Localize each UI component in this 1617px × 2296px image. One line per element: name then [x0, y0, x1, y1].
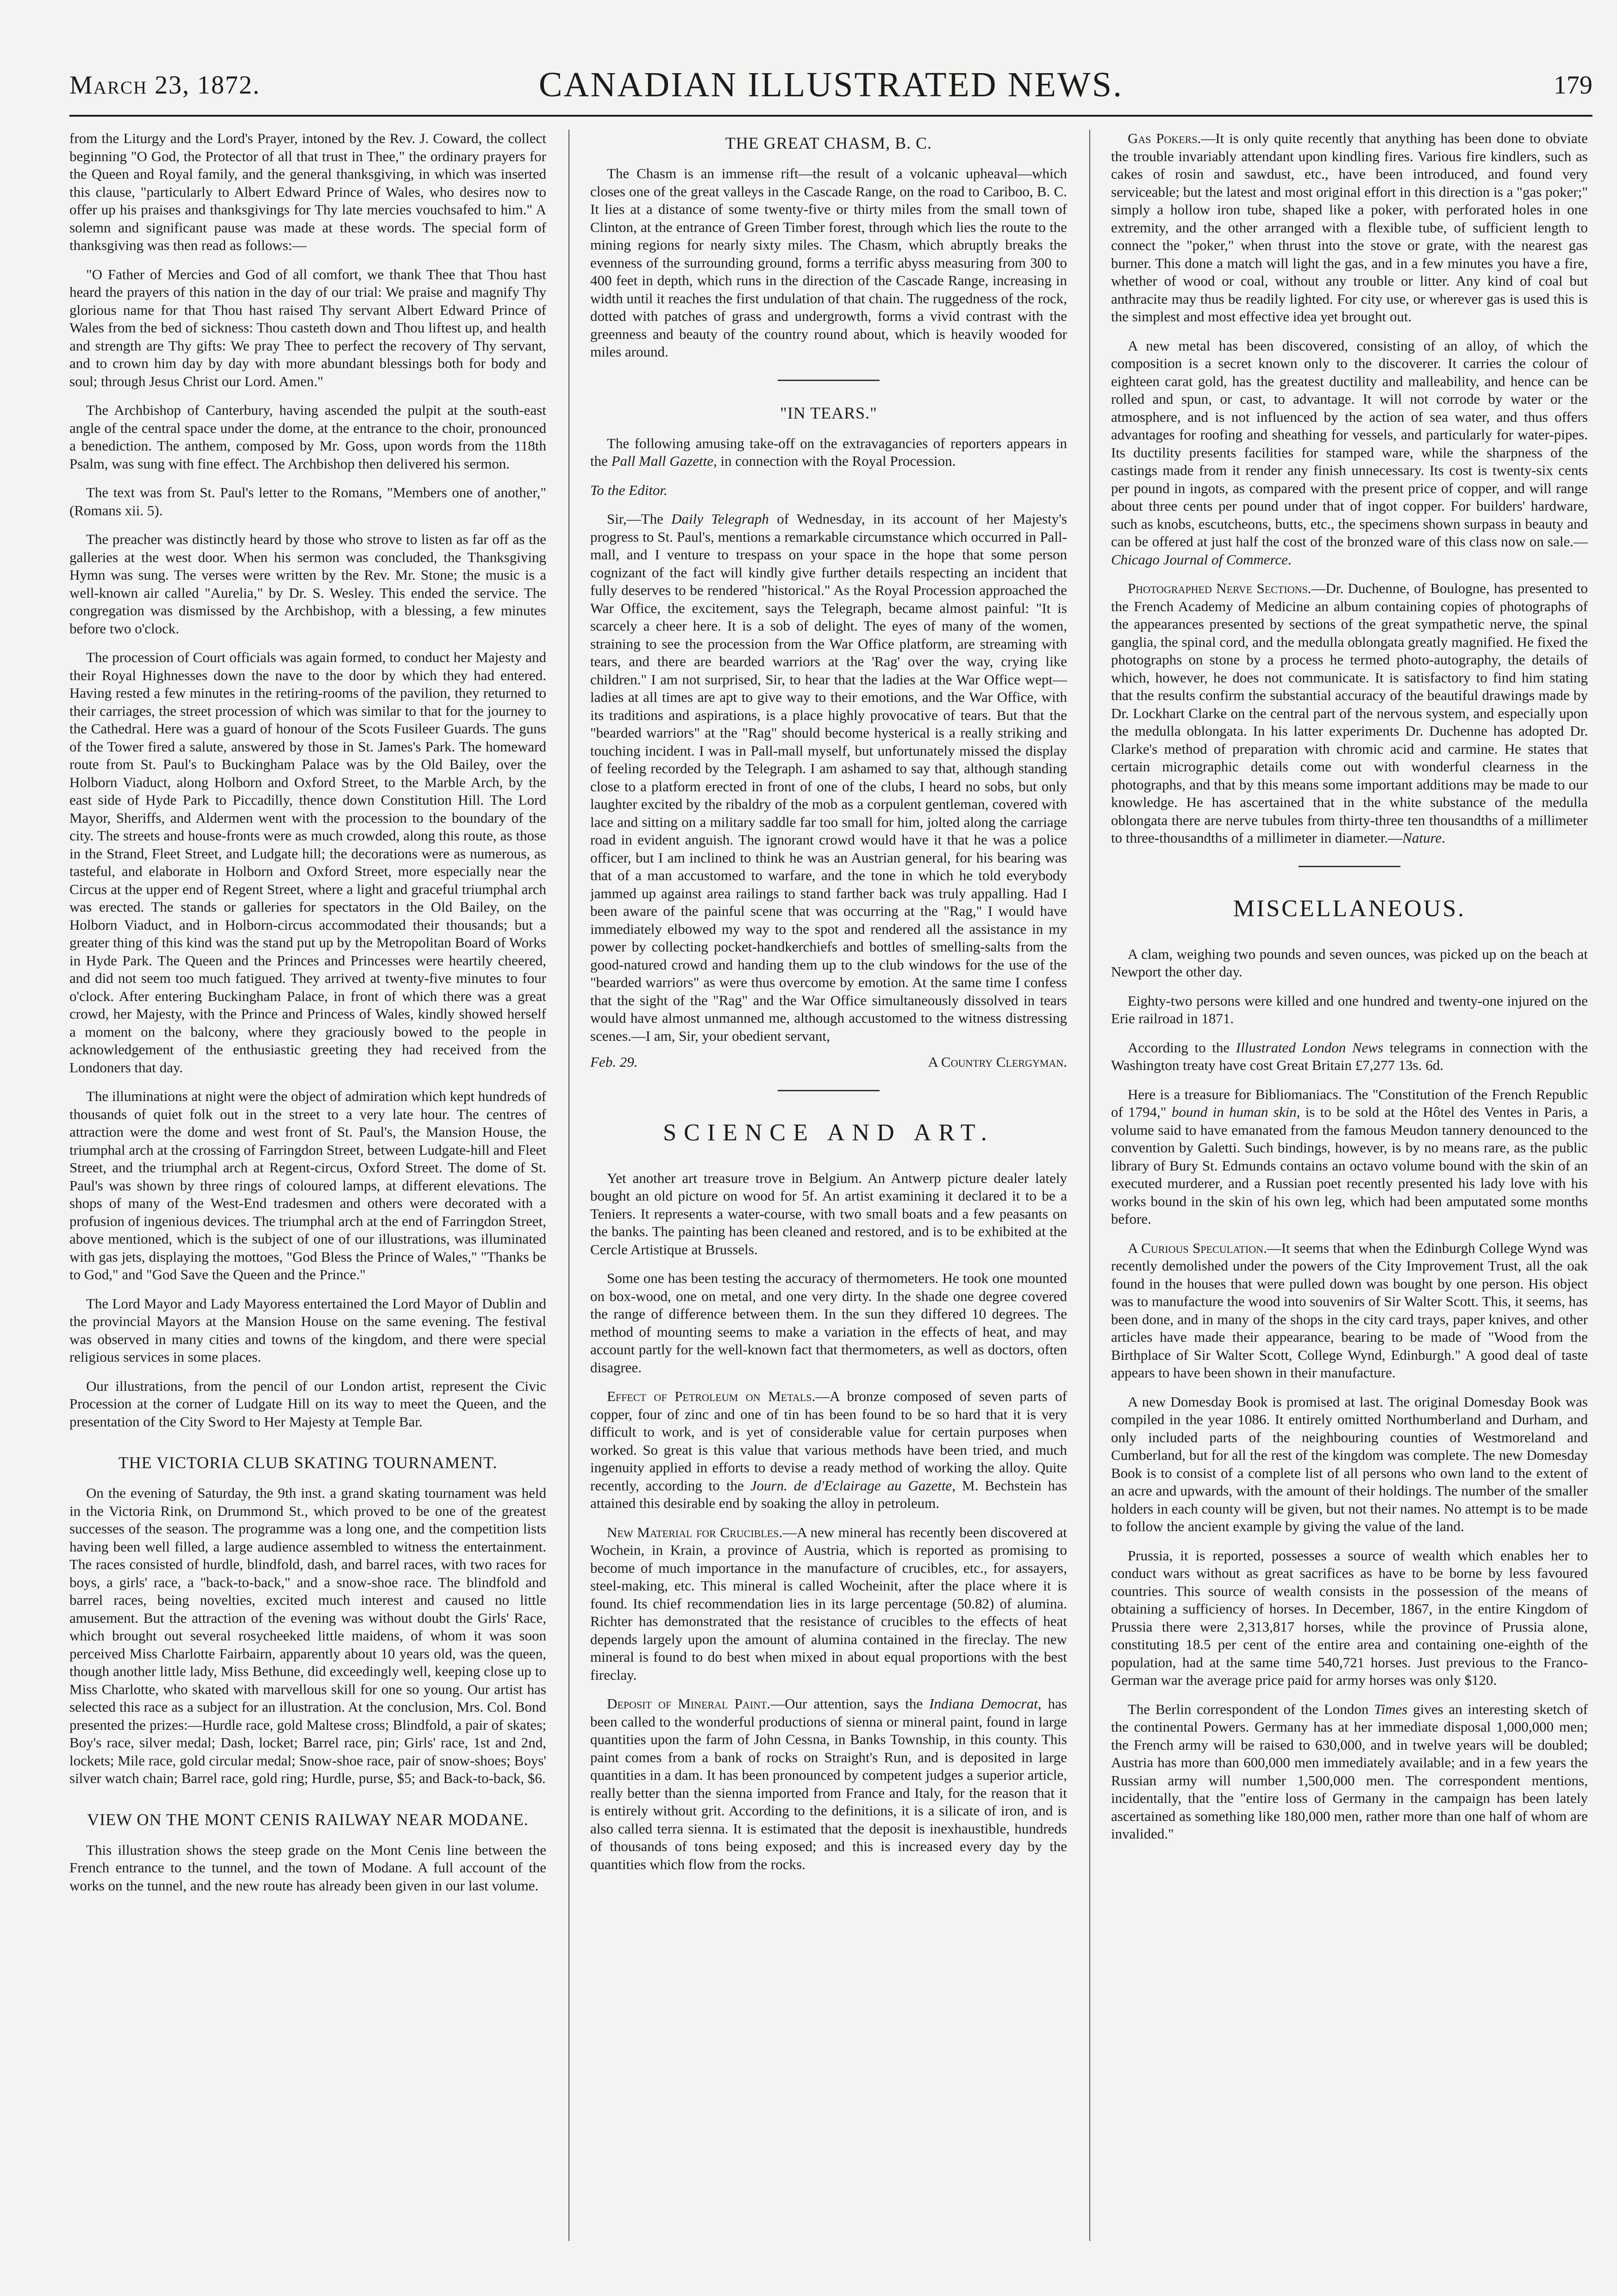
- article-paragraph: Eighty-two persons were killed and one hundred and twenty-one injured on the Erie railroad in 1871.: [1111, 992, 1588, 1026]
- headline-miscellaneous: MISCELLANEOUS.: [1233, 895, 1466, 922]
- article-paragraph: Prussia, it is reported, possesses a source of wealth which enables her to conduct wars without as great sacrifices as have to be borne by less favoured countries. This source of wealth consists in the possession of the means of obtaining a sufficiency of horses. In December, 1867, in the entire Kingdom of Prussia there were 2,313,817 horses, while the province of Prussia alone, constituting 18.5 per cent of the entire area and containing one-eighth of the population, had at the same time 540,721 horses. Just previous to the Franco-German war the average price paid for army horses was only $120.: [1111, 1547, 1588, 1688]
- column-1: [69, 130, 546, 2250]
- column-2: [590, 130, 1067, 2250]
- masthead: [69, 60, 1592, 111]
- article-paragraph: The following amusing take-off on the extravagancies of reporters appears in the Pall Mall Gazette, in connection with the Royal Procession.: [590, 435, 1067, 469]
- article-paragraph: The Archbishop of Canterbury, having ascended the pulpit at the south-east angle of the central space under the dome, at the entrance to the choir, pronounced a benediction. The anthem, composed by Mr. Goss, upon words from the 118th Psalm, was sung with fine effect. The Archbishop then delivered his sermon.: [69, 402, 546, 472]
- article-paragraph: The Chasm is an immense rift—the result of a volcanic upheaval—which closes one of the great valleys in the Cascade Range, on the road to Cariboo, B. C. It lies at a distance of some twenty-five or thirty miles from the small town of Clinton, at the entrance of Green Timber forest, through which lies the route to the mining regions for nearly sixty miles. The Chasm, which abruptly breaks the evenness of the surrounding ground, forms a terrific abyss measuring from 300 to 400 feet in depth, which runs in the direction of the Cascade Range, increasing in width until it reaches the first undulation of that chain. The ruggedness of the rock, dotted with patches of grass and undergrowth, forms a vivid contrast with the greenness and beauty of the country round about, which is heavily wooded for miles around.: [590, 165, 1067, 360]
- headline-chasm: THE GREAT CHASM, B. C.: [725, 134, 932, 152]
- newspaper-title: CANADIAN ILLUSTRATED NEWS.: [538, 65, 1124, 104]
- article-paragraph: Here is a treasure for Bibliomaniacs. The "Constitution of the French Republic of 1794," bound in human skin, is to be sold at the Hôtel des Ventes in Paris, a volume said to have emanated from the famous Meudon tannery denounced to the convention by Galetti. Such bindings, however, is by no means rare, as the public library of Bury St. Edmunds contains an octavo volume bound with the skin of an executed murderer, and a Russian poet recently presented his lady love with his works bound in the skin of his own leg, which had been amputated some months before.: [1111, 1086, 1588, 1227]
- section-rule: [1299, 866, 1400, 867]
- article-paragraph: On the evening of Saturday, the 9th inst. a grand skating tournament was held in the Victoria Rink, on Drummond St., which proved to be one of the greatest successes of the season. The programme was a long one, and the competition lists having been well filled, a large audience assembled to witness the entertainment. The races consisted of hurdle, blindfold, dash, and barrel races, with two races for boys, a girls' race, a "back-to-back," and a snow-shoe race. The blindfold and barrel races, being novelties, excited much interest and caused no little amusement. But the attraction of the evening was without doubt the Girls' Race, which brought out several rosycheeked little maidens, of whom it was soon perceived Miss Charlotte Fairbairn, apparently about 10 years old, was the queen, though another little lady, Miss Bethune, did exceedingly well, keeping close up to Miss Charlotte, who skated with marvellous skill for one so young. Our artist has selected this race as a subject for an illustration. At the conclusion, Mrs. Col. Bond presented the prizes:—Hurdle race, gold Maltese cross; Blindfold, a pair of skates; Boy's race, silver medal; Dash, locket; Barrel race, pin; Girls' race, 1st and 2nd, lockets; Mile race, gold circular medal; Snow-shoe race, pair of snow-shoes; Boys' silver watch chain; Barrel race, gold ring; Hurdle, purse, $5; and Back-to-back, $6.: [69, 1485, 546, 1786]
- letter-signature: Feb. 29. A Country Clergyman.: [590, 1054, 1067, 1070]
- article-paragraph: A new metal has been discovered, consisting of an alloy, of which the composition is a secret known only to the discoverer. It carries the colour of eighteen carat gold, has the greatest ductility and malleability, and hence can be rolled and spun, or cast, to advantage. It will not corrode by water or the atmosphere, and is not influenced by the action of sea water, and thus offers advantages for roofing and sheathing for vessels, and particularly for water-pipes. Its ductility presents facilities for stamped ware, while the sharpness of the castings made from it render any finish unnecessary. Its cost is twenty-six cents per pound in ingots, as compared with the present price of copper, and will range about three cents per pound under that of ingot copper. For builders' hardware, such as knobs, escutcheons, butts, etc., the specimens shown surpass in beauty and can be offered at just half the cost of the bronzed ware of this class now on sale.—Chicago Journal of Commerce.: [1111, 337, 1588, 568]
- headline-science-and-art: SCIENCE AND ART.: [663, 1119, 994, 1146]
- article-paragraph: Gas Pokers.—It is only quite recently that anything has been done to obviate the trouble invariably attendant upon kindling fires. Various fire kindlers, such as cakes of rosin and sawdust, etc., have been introduced, and found very serviceable; but the latest and most original effort in this direction is a "gas poker;" simply a hollow iron tube, shaped like a poker, with perforated holes in one extremity, and the other arranged with a flexible tube, of sufficient length to connect the "poker," when thrust into the stove or grate, with the nearest gas burner. This done a match will light the gas, and in a few minutes you have a fire, whether of wood or coal, without any trouble or litter. Any kind of coal but anthracite may thus be readily lighted. For city use, or wherever gas is used this is the simplest and most effective idea yet brought out.: [1111, 130, 1588, 325]
- column-3: [1111, 130, 1588, 2250]
- article-paragraph: This illustration shows the steep grade on the Mont Cenis line between the French entrance to the tunnel, and the town of Modane. A full account of the works on the tunnel, and the new route has already been given in our last volume.: [69, 1841, 546, 1894]
- article-paragraph: A new Domesday Book is promised at last. The original Domesday Book was compiled in the year 1086. It entirely omitted Northumberland and Durham, and only included parts of the neighbouring counties of Westmoreland and Cumberland, but for all the rest of the kingdom was complete. The new Domesday Book is to consist of a complete list of all persons who own land to the extent of an acre and upwards, with the amount of their holdings. The number of the smaller holders in each county will be given, but not their names. No attempt is to be made to follow the ancient example by giving the value of the land.: [1111, 1393, 1588, 1534]
- article-paragraph: New Material for Crucibles.—A new mineral has recently been discovered at Wochein, in Krain, a province of Austria, which is reported as promising to become of much importance in the manufacture of crucibles, etc., for assayers, steel-making, etc. This mineral is called Wocheinit, after the place where it is found. Its chief recommendation lies in its large percentage (50.82) of alumina. Richter has demonstrated that the resistance of crucibles to the effects of heat depends largely upon the amount of alumina contained in the fireclay. The new mineral is found to do best when mixed in about equal proportions with the best fireclay.: [590, 1524, 1067, 1683]
- article-paragraph: The text was from St. Paul's letter to the Romans, "Members one of another," (Romans xii. 5).: [69, 484, 546, 519]
- section-rule: [778, 380, 880, 381]
- column-rule: [568, 130, 569, 2241]
- article-paragraph: The Berlin correspondent of the London Times gives an interesting sketch of the continental Powers. Germany has at her immediate disposal 1,000,000 men; the French army will be raised to 630,000, and in twelve years will be doubled; Austria has more than 600,000 men immediately available; and in a few years the Russian army will number 1,500,000 men. The correspondent mentions, incidentally, that the "entire loss of Germany in the campaign has been lately ascertained as something like 180,000 men, rather more than one half of whom are invalided.": [1111, 1701, 1588, 1842]
- article-paragraph: A clam, weighing two pounds and seven ounces, was picked up on the beach at Newport the other day.: [1111, 945, 1588, 980]
- headline-skating: THE VICTORIA CLUB SKATING TOURNAMENT.: [118, 1453, 498, 1472]
- article-paragraph: Effect of Petroleum on Metals.—A bronze composed of seven parts of copper, four of zinc and one of tin has been found to be so hard that it is very difficult to work, and is yet of considerable value for certain purposes when worked. So great is this value that various methods have been tried, and much ingenuity applied in efforts to devise a ready method of working the alloy. Quite recently, according to the Journ. de d'Eclairage au Gazette, M. Bechstein has attained this desirable end by soaking the alloy in petroleum.: [590, 1388, 1067, 1511]
- article-paragraph: Deposit of Mineral Paint.—Our attention, says the Indiana Democrat, has been called to the wonderful productions of sienna or mineral paint, found in large quantities upon the farm of John Cessna, in Banks Township, in this county. This paint comes from a bank of rocks on Straight's Run, and is deposited in large quantities in a dam. It has been pronounced by competent judges a superior article, really better than the sienna imported from France and Italy, for the reason that it is entirely without grit. According to the definitions, it is a silicate of iron, and is also called terra sienna. It is estimated that the deposit is inexhaustible, hundreds of thousands of tons being exposed; and this is increased every day by the quantities which flow from the rocks.: [590, 1695, 1067, 1872]
- article-paragraph: The illuminations at night were the object of admiration which kept hundreds of thousands of quiet folk out in the street to a very late hour. The centres of attraction were the dome and west front of St. Paul's, the Mansion House, the triumphal arch at the crossing of Farringdon Street, between Ludgate-hill and Fleet Street, and the triumphal arch at Regent-circus, Oxford Street. The dome of St. Paul's was shown by three rings of coloured lamps, at different elevations. The shops of many of the West-End tradesmen and others were decorated with a profusion of ingenious devices. The triumphal arch at the end of Farringdon Street, above mentioned, which is the subject of one of our illustrations, was illuminated with gas jets, displaying the mottoes, "God Bless the Prince of Wales," "Thanks be to God," and "God Save the Queen and the Prince.": [69, 1088, 546, 1283]
- article-paragraph: A Curious Speculation.—It seems that when the Edinburgh College Wynd was recently demolished under the powers of the City Improvement Trust, all the oak found in the houses that were pulled down was bought by one person. His object was to manufacture the wood into souvenirs of Sir Walter Scott. This, it seems, has been done, and in many of the shops in the city card trays, paper knives, and other articles have made their appearance, bearing to be made of "Wood from the Birthplace of Sir Walter Scott, College Wynd, Edinburgh." A good deal of taste appears to have been shown in their manufacture.: [1111, 1239, 1588, 1381]
- section-rule: [778, 1090, 880, 1091]
- article-paragraph: The procession of Court officials was again formed, to conduct her Majesty and their Royal Highnesses down the nave to the door by which they had entered. Having rested a few minutes in the retiring-rooms of the pavilion, they returned to their carriages, the street procession of which was similar to that for the journey to the Cathedral. Here was a guard of honour of the Scots Fusileer Guards. The guns of the Tower fired a salute, answered by those in St. James's Park. The homeward route from St. Paul's to Buckingham Palace was by the Old Bailey, over the Holborn Viaduct, along Holborn and Oxford Street, to the Marble Arch, by the east side of Hyde Park to Piccadilly, thence down Constitution Hill. The Lord Mayor, Sheriffs, and Aldermen went with the procession to the boundary of the city. The streets and house-fronts were as much crowded, along this route, as those in the Strand, Fleet Street, and Ludgate hill; the decorations were as numerous, as tasteful, and elaborate in Holborn and Oxford Street, more especially near the Circus at the upper end of Regent Street, where a light and graceful triumphal arch was erected. The stands or galleries for spectators in the Old Bailey, on the Holborn Viaduct, and in Holborn-circus accommodated their thousands; but a greater thing of this kind was the stand put up by the Metropolitan Board of Works in Hyde Park. The Queen and the Princes and Princesses were heartily cheered, and did not seem too much fatigued. They arrived at twenty-five minutes to four o'clock. After entering Buckingham Palace, in front of which there was a great crowd, her Majesty, with the Prince and Princess of Wales, kindly showed herself a moment on the balcony, where they graciously bowed to the people in acknowledgement of the enthusiastic greeting they had received from the Londoners that day.: [69, 649, 546, 1076]
- article-paragraph: Our illustrations, from the pencil of our London artist, represent the Civic Procession at the corner of Ludgate Hill on its way to meet the Queen, and the presentation of the City Sword to Her Majesty at Temple Bar.: [69, 1377, 546, 1430]
- article-paragraph: "O Father of Mercies and God of all comfort, we thank Thee that Thou hast heard the prayers of this nation in the day of our trial: We praise and magnify Thy glorious name for that Thou hast raised Thy servant Albert Edward Prince of Wales from the bed of sickness: Thou casteth down and Thou liftest up, and health and strength are Thy gifts: We pray Thee to perfect the recovery of Thy servant, and to crown him day by day with more abundant blessings both for body and soul; through Jesus Christ our Lord. Amen.": [69, 266, 546, 389]
- letter-salutation: To the Editor.: [590, 482, 668, 498]
- masthead-rule: [69, 115, 1592, 117]
- column-rule: [1089, 130, 1090, 2241]
- page-number: 179: [1554, 71, 1592, 100]
- headline-railway: VIEW ON THE MONT CENIS RAILWAY NEAR MODANE.: [87, 1810, 529, 1829]
- headline-tears: "IN TEARS.": [780, 403, 877, 422]
- newspaper-page: [69, 60, 1592, 2264]
- article-paragraph: The preacher was distinctly heard by those who strove to listen as far off as the galleries at the west door. When his sermon was concluded, the Thanksgiving Hymn was sung. The verses were written by the Rev. Mr. Stone; the music is a well-known air called "Aurelia," by Dr. S. Wesley. This ended the service. The congregation was dismissed by the Archbishop, with a blessing, a few minutes before two o'clock.: [69, 531, 546, 637]
- issue-date: March 23, 1872.: [69, 71, 261, 100]
- article-paragraph: Yet another art treasure trove in Belgium. An Antwerp picture dealer lately bought an old picture on wood for 5f. An artist examining it declared it to be a Teniers. It represents a water-course, with two small boats and a few peasants on the banks. The painting has been cleaned and restored, and is to be exhibited at the Cercle Artistique at Brussels.: [590, 1170, 1067, 1257]
- article-paragraph: According to the Illustrated London News telegrams in connection with the Washington treaty have cost Great Britain £7,277 13s. 6d.: [1111, 1039, 1588, 1073]
- article-paragraph: Some one has been testing the accuracy of thermometers. He took one mounted on box-wood, one on metal, and one very dirty. In the shade one degree covered the range of difference between them. In the sun they differed 10 degrees. The method of mounting seems to make a variation in the effects of heat, and may account partly for the well-known fact that thermometers, as well as doctors, often disagree.: [590, 1270, 1067, 1376]
- article-paragraph: The Lord Mayor and Lady Mayoress entertained the Lord Mayor of Dublin and the provincial Mayors at the Mansion House on the same evening. The festival was observed in many cities and towns of the kingdom, and there were special religious services in some places.: [69, 1295, 546, 1365]
- article-paragraph: Photographed Nerve Sections.—Dr. Duchenne, of Boulogne, has presented to the French Academy of Medicine an album containing copies of photographs of the appearances presented by sections of the great sympathetic nerve, the spinal ganglia, the spinal cord, and the medulla oblongata greatly magnified. He fixed the photographs on stone by a process he termed photo-autography, the details of which, however, he does not communicate. It is satisfactory to find him stating that the results confirm the substantial accuracy of the beautiful drawings made by Dr. Lockhart Clarke on the central part of the nervous system, and especially upon the medulla oblongata. In his latter experiments Dr. Duchenne has adopted Dr. Clarke's method of preparation with chromic acid and carmine. He states that certain micrographic details come out with wonderful clearness in the photographs, and that by this means some important additions may be made to our knowledge. He has ascertained that in the white substance of the medulla oblongata there are nerve tubules from thirty-three ten thousandths of a millimeter to three-thousandths of a millimeter in diameter.—Nature.: [1111, 580, 1588, 846]
- article-paragraph: Sir,—The Daily Telegraph of Wednesday, in its account of her Majesty's progress to St. Paul's, mentions a remarkable circumstance which occurred in Pall-mall, and I venture to trespass on your space in the hope that some person cognizant of the fact will kindly give further details respecting an incident that fully deserves to be rendered "historical." As the Royal Procession approached the War Office, the excitement, says the Telegraph, became almost painful: "It is scarcely a cheer here. It is a sob of delight. The eyes of many of the women, straining to see the procession from the War Office platform, are streaming with tears, and there are bearded warriors at the 'Rag' over the way, crying like children." I am not surprised, Sir, to hear that the ladies at the War Office wept—ladies at all times are apt to give way to their emotions, and the War Office, with its traditions and aspirations, is a place highly provocative of tears. But that the "bearded warriors" at the "Rag" should become hysterical is a really striking and touching incident. I was in Pall-mall myself, but unfortunately missed the display of feeling recorded by the Telegraph. I am ashamed to say that, although standing close to a platform erected in front of one of the clubs, I heard no sobs, but only laughter excited by the ribaldry of the mob as a corpulent gentleman, covered with lace and sitting on a military saddle far too small for him, jolted along the carriage road in evident anguish. The ignorant crowd would have it that he was a police officer, but I am inclined to think he was an Austrian general, for his bearing was that of a man accustomed to warfare, and the tone in which he told everybody jammed up against area railings to stand farther back was truly appalling. Had I been aware of the painful scene that was occurring at the "Rag," I would have immediately elbowed my way to the spot and rendered all the assistance in my power by collecting pocket-handkerchiefs and bottles of smelling-salts from the good-natured crowd and handing them up to the club windows for the use of the "bearded warriors" as were thus overcome by emotion. At the same time I confess that the sight of the "Rag" and the War Office simultaneously dissolved in tears would have almost unmanned me, although accustomed to the witness distressing scenes.—I am, Sir, your obedient servant,: [590, 511, 1067, 1044]
- article-paragraph: from the Liturgy and the Lord's Prayer, intoned by the Rev. J. Coward, the collect beginning "O God, the Protector of all that trust in Thee," the ordinary prayers for the Queen and Royal family, and the general thanksgiving, in which was inserted this clause, "particularly to Albert Edward Prince of Wales, who desires now to offer up his praises and thanksgivings for Thy late mercies vouchsafed to him." A solemn and significant pause was made at these words. The special form of thanksgiving was then read as follows:—: [69, 130, 546, 253]
